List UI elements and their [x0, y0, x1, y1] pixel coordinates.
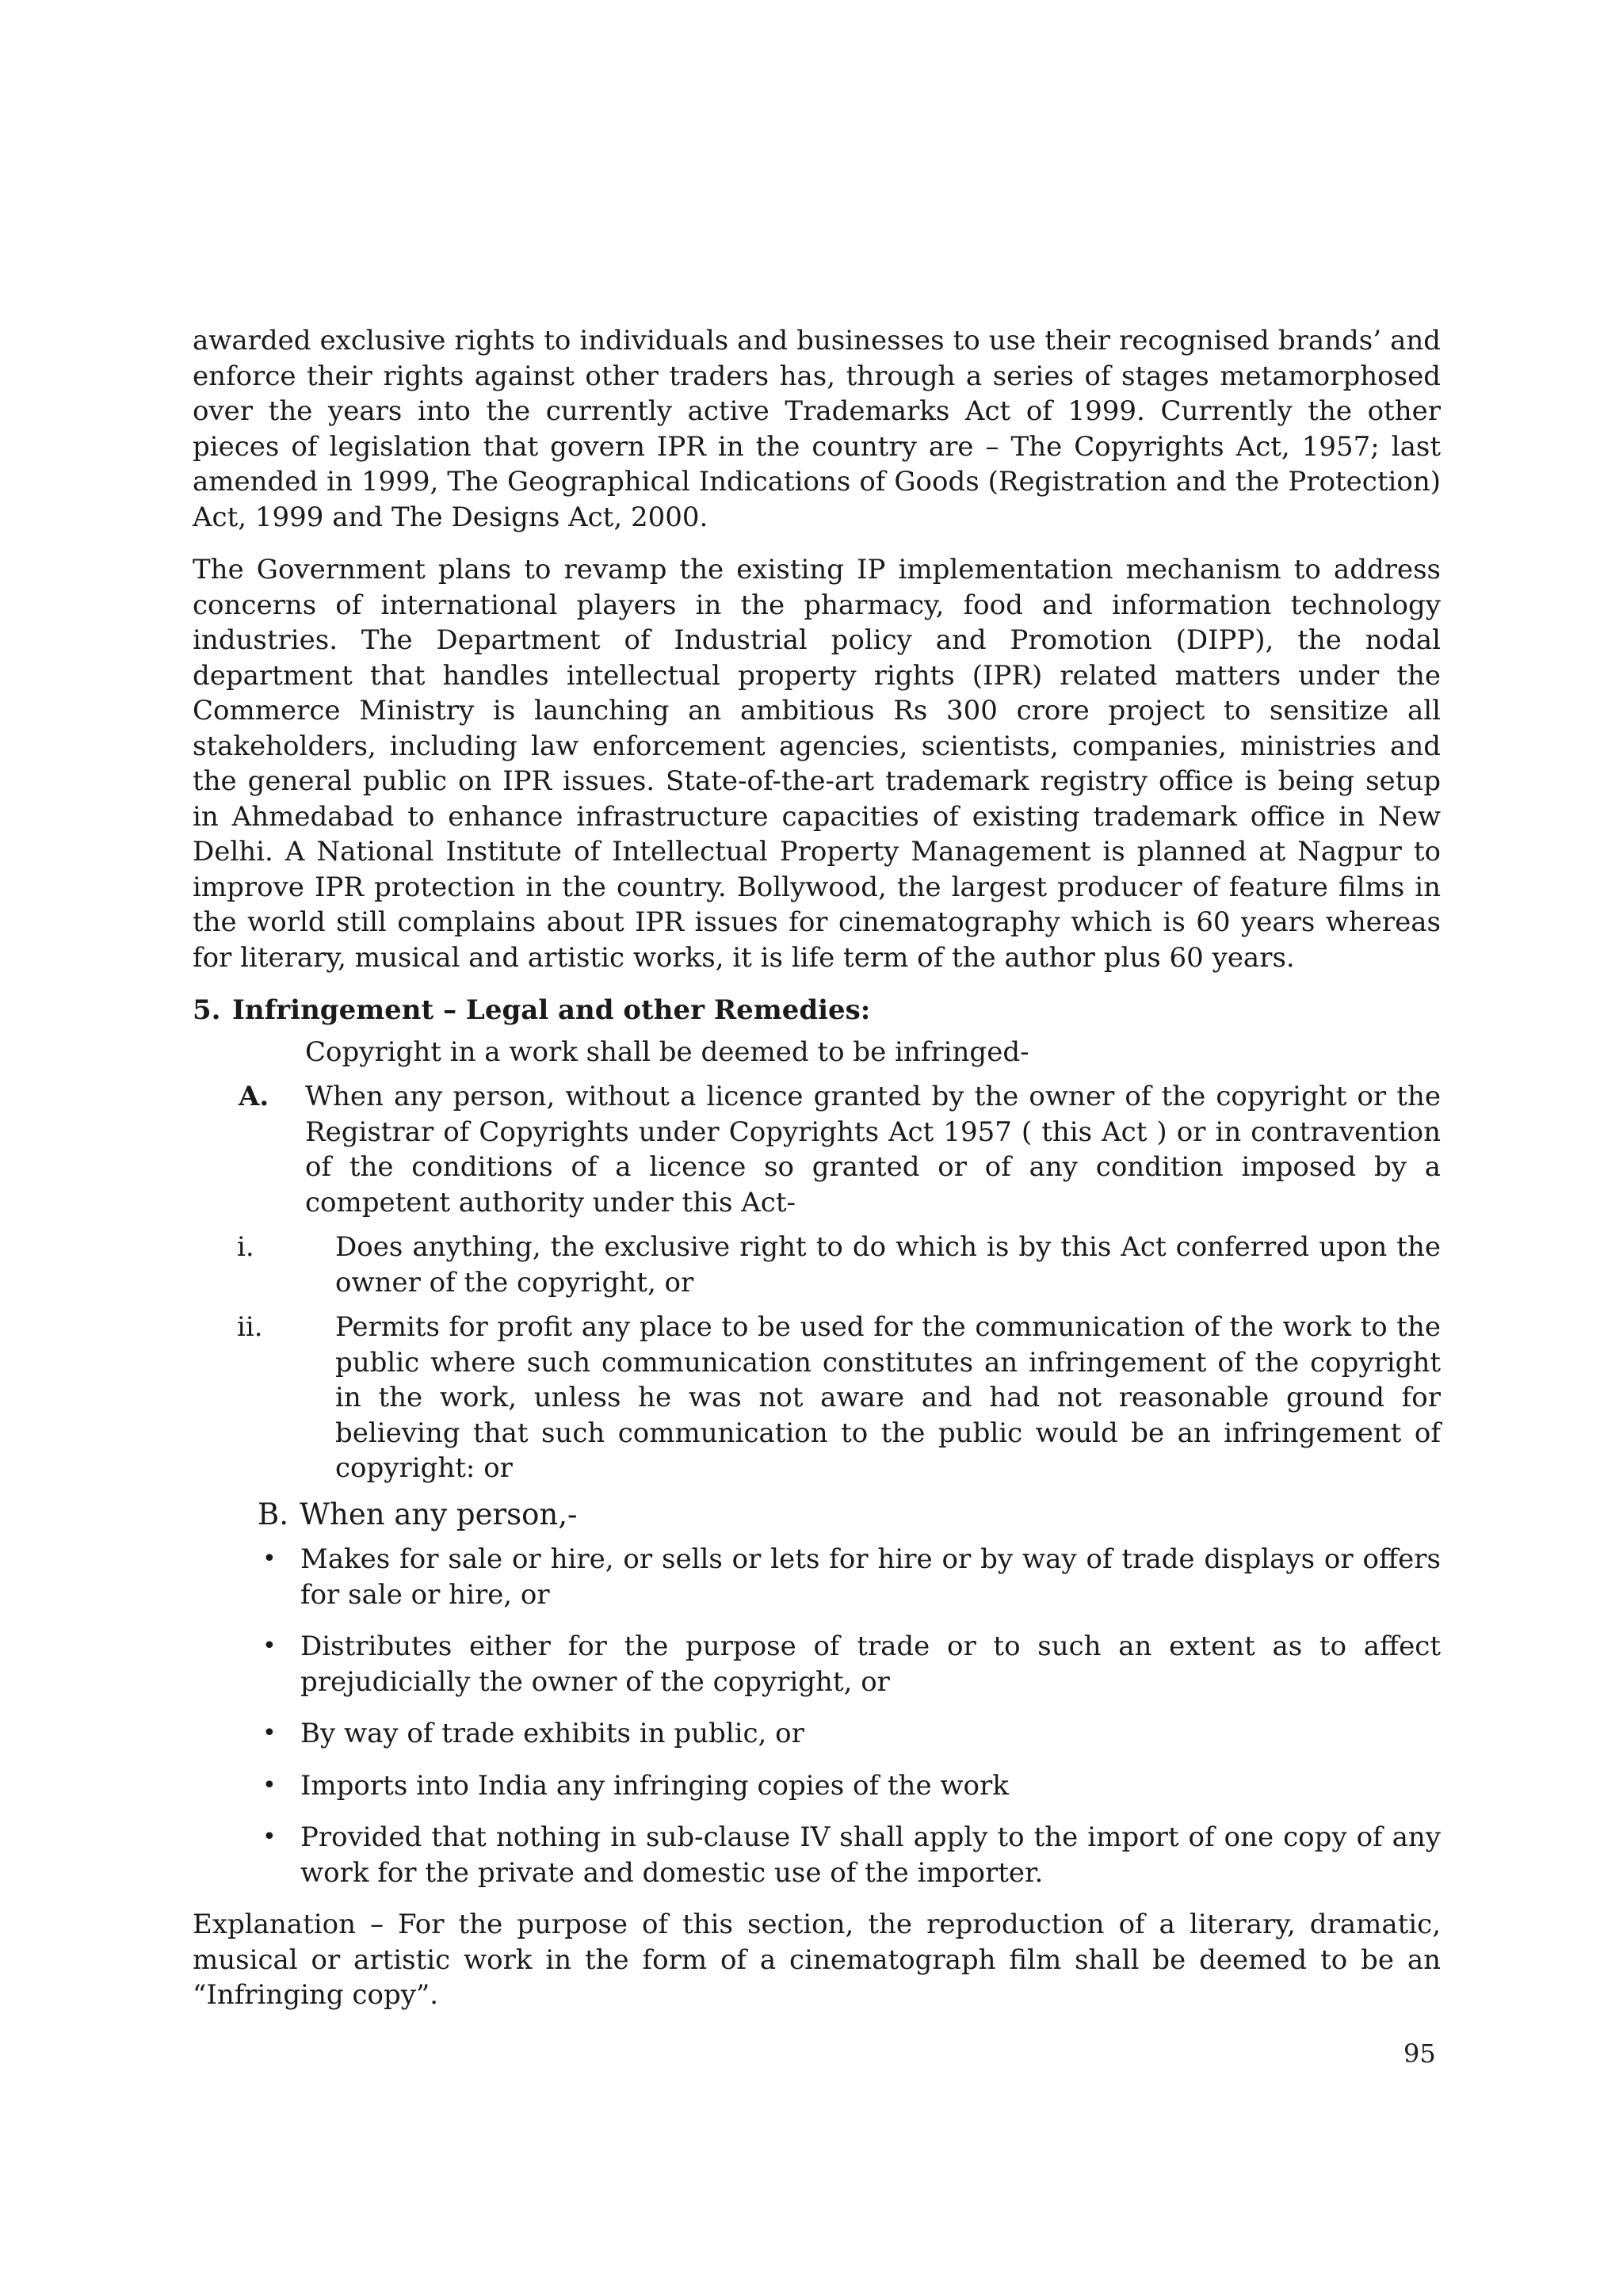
clause-b-text: When any person,- — [300, 1497, 578, 1531]
list-item-text: Distributes either for the purpose of trade or to such an extent as to affect prejudicially the owner of the copyright, or — [300, 1630, 1441, 1698]
list-item — [193, 1768, 1441, 1804]
bullet-icon: • — [262, 1771, 277, 1799]
list-item-text: Imports into India any infringing copies of the work — [300, 1769, 1009, 1802]
sub-item-text: Permits for profit any place to be used for the communication of the work to the public where such communication constitutes an infringement of the copyright in the work, unless he was not aware and had not reasonable ground for believing that such communication to the public would be an infringement of copyright: or — [335, 1311, 1441, 1484]
list-item — [193, 1542, 1441, 1612]
sub-item-marker: i. — [237, 1231, 254, 1263]
section-intro: Copyright in a work shall be deemed to be infringed- — [305, 1035, 1029, 1068]
explanation-paragraph: Explanation – For the purpose of this section, the reproduction of a literary, dramatic, musical or artistic work in the form of a cinematograph film shall be deemed to be an “Infringing copy”. — [193, 1909, 1441, 2011]
clause-b-marker: B. — [258, 1497, 288, 1531]
clause-a — [193, 1079, 1441, 1220]
bullet-icon: • — [262, 1823, 277, 1851]
list-item — [193, 1820, 1441, 1890]
section-heading — [193, 993, 1441, 1028]
list-item-text: Makes for sale or hire, or sells or lets for hire or by way of trade displays or offers for sale or hire, or — [300, 1543, 1441, 1611]
bullet-list — [193, 1542, 1441, 1890]
clause-a-marker: A. — [239, 1081, 269, 1112]
section-number: 5. — [193, 994, 221, 1026]
page-number: 95 — [1403, 2039, 1436, 2069]
clause-a-text: When any person, without a licence granted by the owner of the copyright or the Registrar of Copyrights under Copyrights Act 1957 ( this Act ) or in contravention of the conditions of a licence so granted or of any condition imposed by a competent authority under this Act- — [305, 1081, 1441, 1219]
paragraph-trademarks-history: awarded exclusive rights to individuals and businesses to use their recognised brands’ and enforce their rights against other traders has, through a series of stages metamorphosed over the years into the currently active Trademarks Act of 1999. Currently the other pieces of legislation that govern IPR in the country are – The Copyrights Act, 1957; last amended in 1999, The Geographical Indications of Goods (Registration and the Protection) Act, 1999 and The Designs Act, 2000. — [193, 325, 1441, 533]
bullet-icon: • — [262, 1632, 277, 1660]
list-item — [193, 1629, 1441, 1699]
document-body — [193, 323, 1441, 2013]
sub-item-i — [193, 1230, 1441, 1300]
list-item-text: Provided that nothing in sub-clause IV shall apply to the import of one copy of any work for the private and domestic use of the importer. — [300, 1821, 1441, 1889]
list-item — [193, 1716, 1441, 1752]
sub-item-marker: ii. — [237, 1311, 263, 1343]
paragraph-government-plans: The Government plans to revamp the existing IP implementation mechanism to address concerns of international players in the pharmacy, food and information technology industries. The Department of Industrial policy and Promotion (DIPP), the nodal department that handles intellectual property rights (IPR) related matters under the Commerce Ministry is launching an ambitious Rs 300 crore project to sensitize all stakeholders, including law enforcement agencies, scientists, companies, ministries and the general public on IPR issues. State-of-the-art trademark registry office is being setup in Ahmedabad to enhance infrastructure capacities of existing trademark office in New Delhi. A National Institute of Intellectual Property Management is planned at Nagpur to improve IPR protection in the country. Bollywood, the largest producer of feature films in the world still complains about IPR issues for cinematography which is 60 years whereas for literary, musical and artistic works, it is life term of the author plus 60 years. — [193, 554, 1441, 974]
bullet-icon: • — [262, 1719, 277, 1747]
bullet-icon: • — [262, 1545, 277, 1573]
section-title: Infringement – Legal and other Remedies: — [232, 994, 871, 1026]
sub-item-text: Does anything, the exclusive right to do which is by this Act conferred upon the owner of the copyright, or — [335, 1231, 1441, 1299]
clause-b — [193, 1497, 1441, 1533]
sub-item-ii — [193, 1310, 1441, 1486]
list-item-text: By way of trade exhibits in public, or — [300, 1718, 804, 1749]
